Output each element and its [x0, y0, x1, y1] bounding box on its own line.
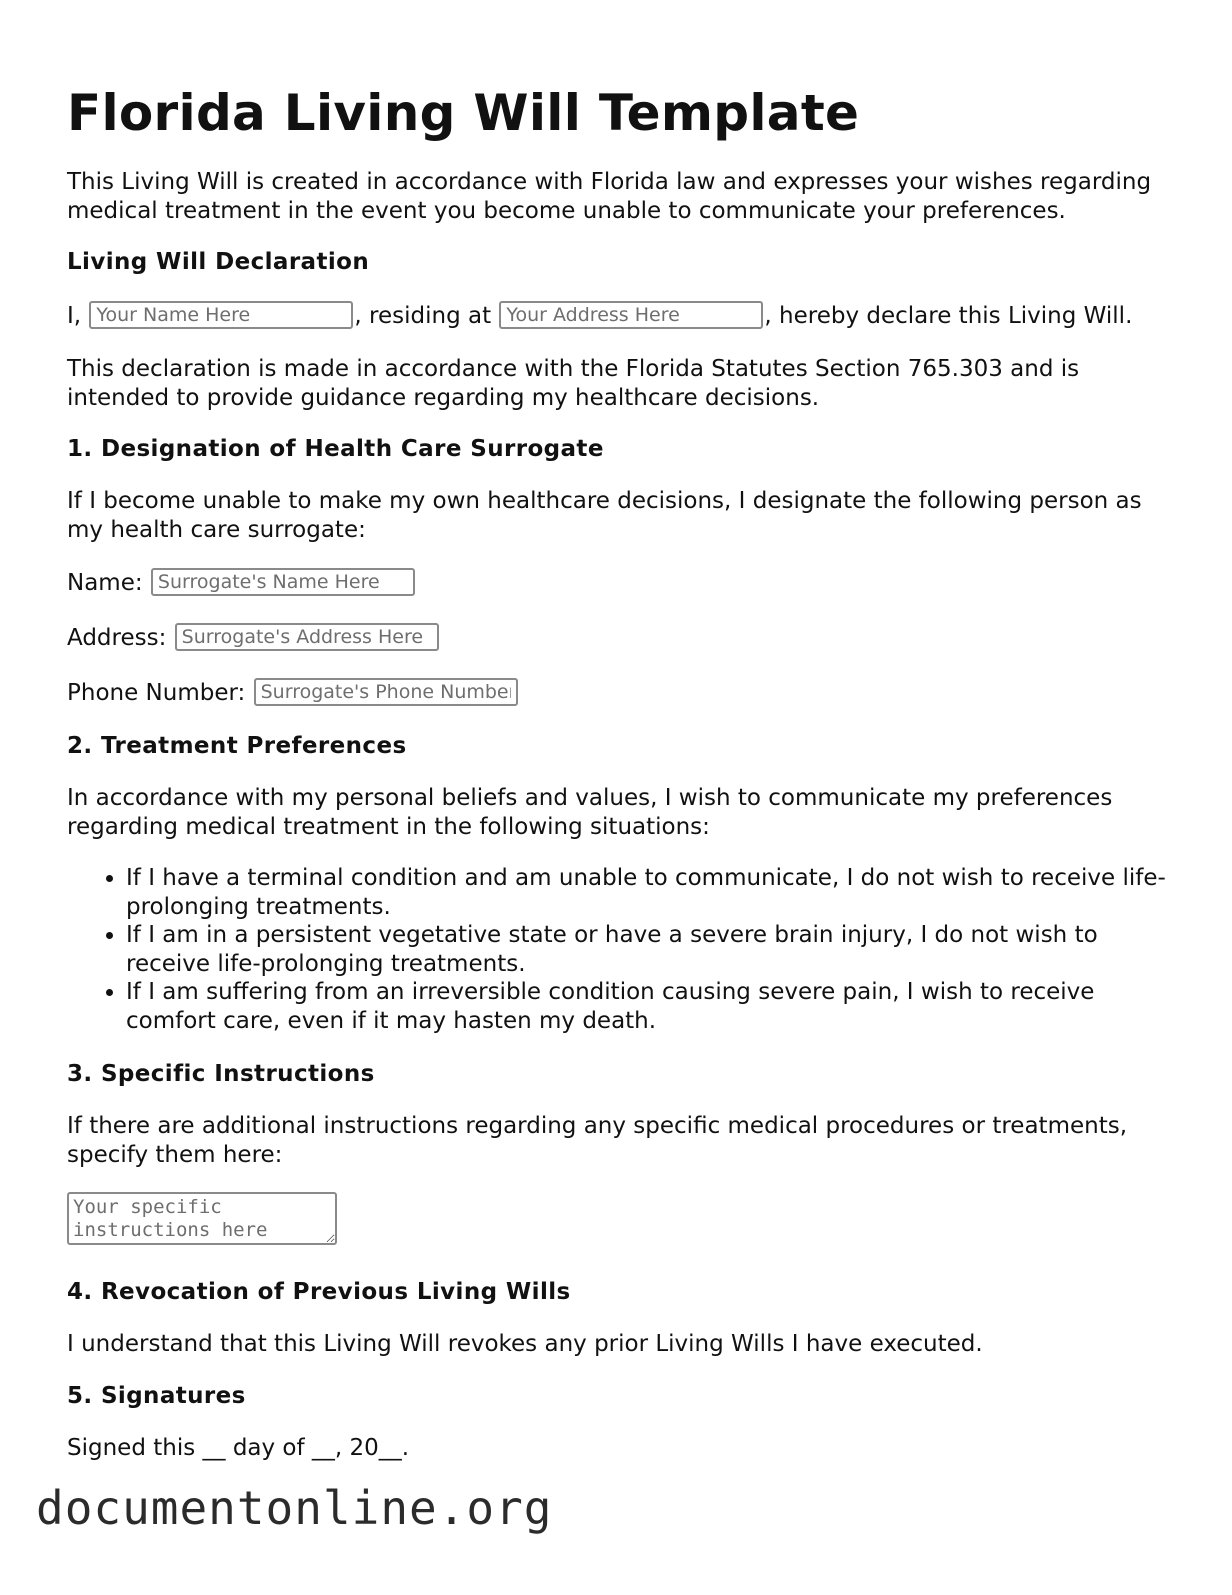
section1-heading: 1. Designation of Health Care Surrogate: [67, 436, 604, 462]
surrogate-name-label: Name:: [67, 570, 143, 596]
surrogate-name-input[interactable]: [151, 568, 415, 596]
list-item: • If I am suffering from an irreversible condition causing severe pain, I wish to receive comfort care, even if it may hasten my death.: [126, 978, 1177, 1035]
list-item: • If I am in a persistent vegetative state or have a severe brain injury, I do not wish to receive life-prolonging treatments.: [126, 921, 1177, 978]
declarant-address-input[interactable]: [499, 301, 763, 329]
watermark: documentonline.org: [36, 1481, 553, 1535]
surrogate-phone-row: [67, 677, 1177, 709]
surrogate-name-row: [67, 567, 1177, 599]
declaration-suffix: , hereby declare this Living Will.: [764, 303, 1133, 329]
section2-text: In accordance with my personal beliefs and values, I wish to communicate my preferences regarding medical treatment in the following situations:: [67, 785, 1113, 840]
declaration-residing: , residing at: [354, 303, 492, 329]
surrogate-address-input[interactable]: [175, 623, 439, 651]
declaration-prefix: I,: [67, 303, 82, 329]
page-title: Florida Living Will Template: [67, 84, 860, 142]
section3-text: If there are additional instructions regarding any specific medical procedures or treatments, specify them here:: [67, 1113, 1128, 1168]
section1-text: If I become unable to make my own healthcare decisions, I designate the following person as my health care surrogate:: [67, 488, 1142, 543]
section4-text: I understand that this Living Will revokes any prior Living Wills I have executed.: [67, 1331, 983, 1357]
surrogate-address-row: [67, 622, 1177, 654]
section4-heading: 4. Revocation of Previous Living Wills: [67, 1279, 571, 1305]
surrogate-phone-input[interactable]: [254, 678, 518, 706]
declaration-line: [67, 300, 1177, 332]
list-item: • If I have a terminal condition and am unable to communicate, I do not wish to receive life-prolonging treatments.: [126, 864, 1177, 921]
signed-line: Signed this __ day of __, 20__.: [67, 1434, 410, 1461]
intro-paragraph: This Living Will is created in accordance with Florida law and expresses your wishes regarding medical treatment in the event you become unable to communicate your preferences.: [67, 169, 1152, 224]
declarant-name-input[interactable]: [89, 301, 353, 329]
surrogate-phone-label: Phone Number:: [67, 680, 246, 706]
section2-heading: 2. Treatment Preferences: [67, 733, 407, 759]
surrogate-address-label: Address:: [67, 625, 167, 651]
statute-paragraph: This declaration is made in accordance with the Florida Statutes Section 765.303 and is intended to provide guidance regarding my healthcare decisions.: [67, 356, 1080, 411]
section3-heading: 3. Specific Instructions: [67, 1061, 375, 1087]
section5-heading: 5. Signatures: [67, 1382, 246, 1409]
specific-instructions-textarea[interactable]: [67, 1192, 337, 1245]
declaration-heading: Living Will Declaration: [67, 249, 370, 275]
document-body: [67, 78, 1177, 1485]
treatment-preferences-list: [67, 864, 1177, 1035]
